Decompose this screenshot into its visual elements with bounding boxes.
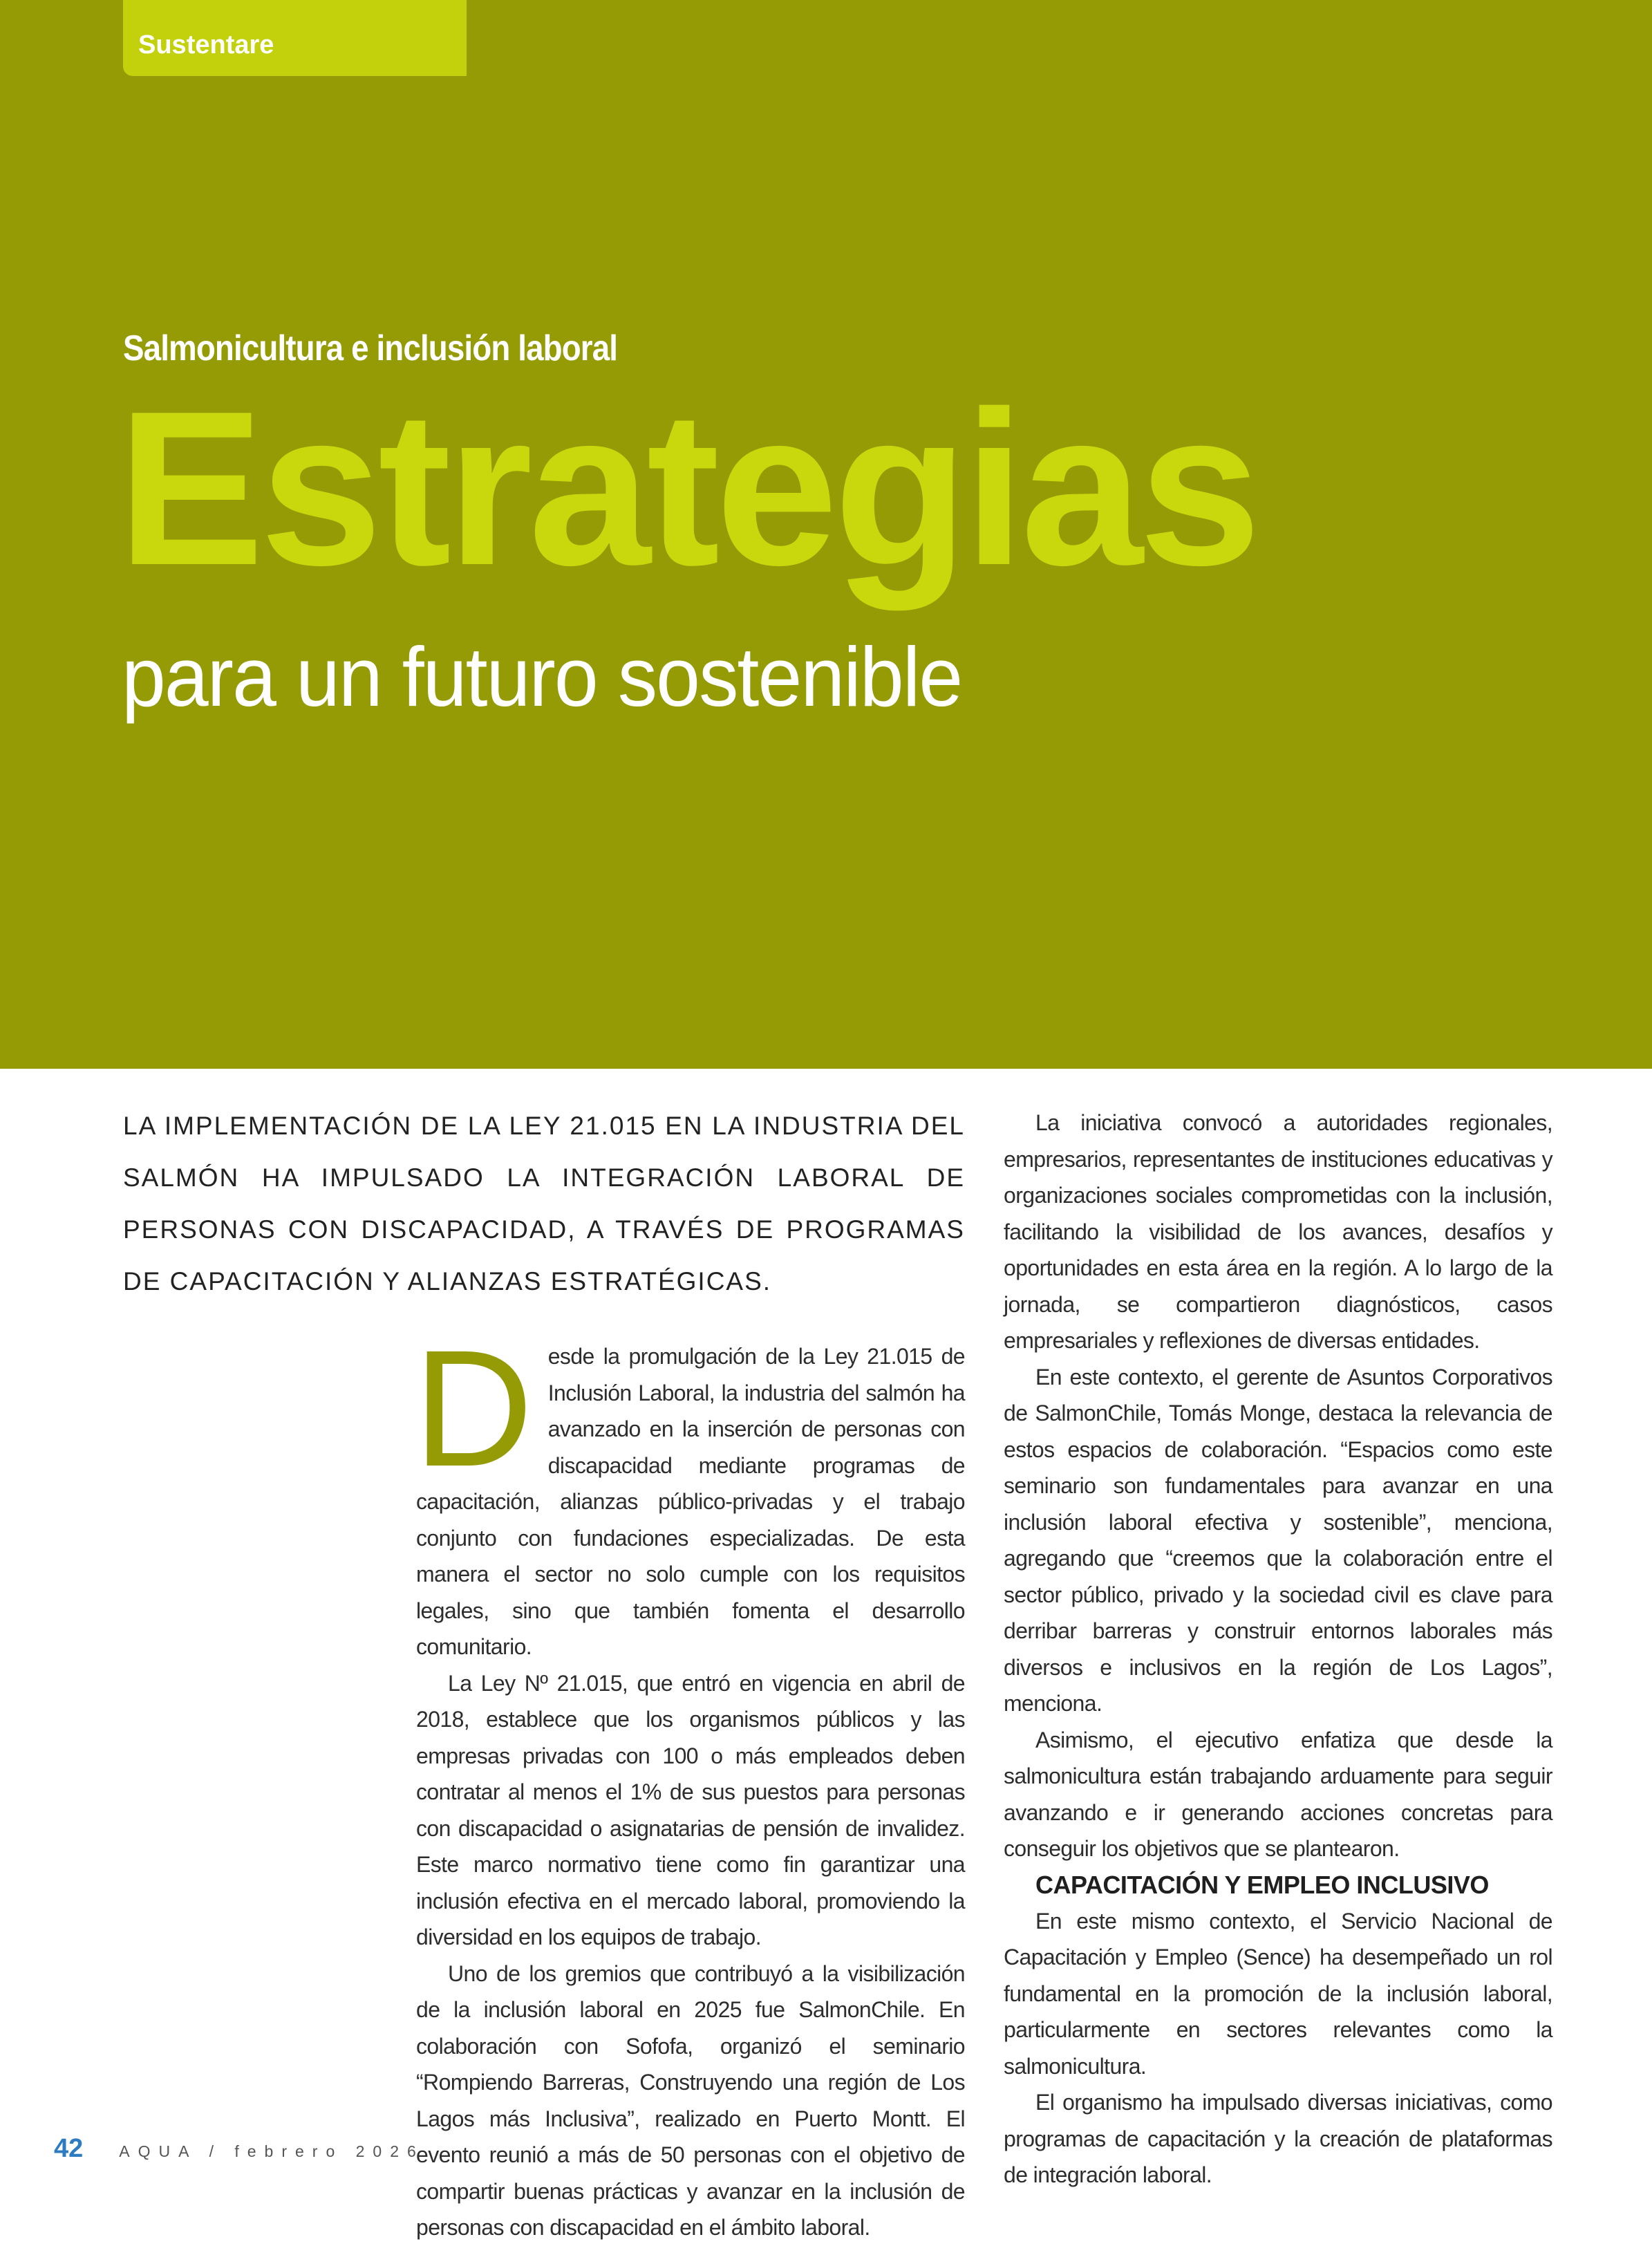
article-title: Estrategias (118, 366, 1257, 611)
body-paragraph: esde la promulgación de la Ley 21.015 de Inclusión Laboral, la industria del salmón ha avanzado en la inserción de personas con discapacidad mediante programas de capacitación, alianzas público-privadas y el trabajo conjunto con fundaciones especializadas. De esta manera el sector no solo cumple con los requisitos legales, sino que también fomenta el desarrollo comunitario. (416, 1344, 965, 1659)
publication-info: AQUA / febrero 2026 (119, 2142, 424, 2160)
body-paragraph: En este mismo contexto, el Servicio Nacional de Capacitación y Empleo (Sence) ha desempeñado un rol fundamental en la promoción de la inclusión laboral, particularmente en sectores relevantes como la salmonicultura. (1004, 1908, 1552, 2079)
page-number: 42 (54, 2134, 84, 2163)
body-paragraph: El organismo ha impulsado diversas iniciativas, como programas de capacitación y la creación de plataformas de integración laboral. (1004, 2090, 1552, 2187)
section-subheading: CAPACITACIÓN Y EMPLEO INCLUSIVO (1035, 1870, 1489, 1899)
body-column-left (413, 1316, 965, 2246)
lead-paragraph: LA IMPLEMENTACIÓN DE LA LEY 21.015 EN LA INDUSTRIA DEL SALMÓN HA IMPULSADO LA INTEGRACIÓN LABORAL DE PERSONAS CON DISCAPACIDAD, A TRAVÉS DE PROGRAMAS DE CAPACITACIÓN Y ALIANZAS ESTRATÉGICAS. (123, 1112, 965, 1295)
section-tab (123, 0, 467, 76)
body-paragraph: Uno de los gremios que contribuyó a la visibilización de la inclusión laboral en 2025 fue SalmonChile. En colaboración con Sofofa, organizó el seminario “Rompiendo Barreras, Construyendo una región de Los Lagos más Inclusiva”, realizado en Puerto Montt. El evento reunió a más de 50 personas con el objetivo de compartir buenas prácticas y avanzar en la inclusión de personas con discapacidad en el ámbito laboral. (416, 1960, 965, 2240)
hero-banner (0, 0, 1652, 1069)
article-subtitle: para un futuro sostenible (122, 630, 962, 724)
section-label: Sustentare (138, 30, 274, 59)
page-footer (54, 2134, 424, 2169)
body-paragraph: En este contexto, el gerente de Asuntos Corporativos de SalmonChile, Tomás Monge, destaca la relevancia de estos espacios de colaboración. “Espacios como este seminario son fundamentales para avanzar en una inclusión laboral efectiva y sostenible”, menciona, agregando que “creemos que la colaboración entre el sector público, privado y la sociedad civil es clave para derribar barreras y construir entornos laborales más diversos e inclusivos en la región de Los Lagos”, menciona. (1004, 1364, 1552, 1716)
body-column-right (1004, 1105, 1552, 2193)
drop-cap: D (413, 1316, 533, 1501)
body-paragraph: La Ley Nº 21.015, que entró en vigencia en abril de 2018, establece que los organismos públicos y las empresas privadas con 100 o más empleados deben contratar al menos el 1% de sus puestos para personas con discapacidad o asignatarias de pensión de invalidez. Este marco normativo tiene como fin garantizar una inclusión efectiva en el mercado laboral, promoviendo la diversidad en los equipos de trabajo. (416, 1670, 965, 1949)
body-paragraph: La iniciativa convocó a autoridades regionales, empresarios, representantes de instituciones educativas y organizaciones sociales comprometidas con la inclusión, facilitando la visibilidad de los avances, desafíos y oportunidades en esta área en la región. A lo largo de la jornada, se compartieron diagnósticos, casos empresariales y reflexiones de diversas entidades. (1004, 1110, 1552, 1353)
article-kicker: Salmonicultura e inclusión laboral (123, 328, 618, 368)
body-paragraph: Asimismo, el ejecutivo enfatiza que desde la salmonicultura están trabajando arduamente para seguir avanzando e ir generando acciones concretas para conseguir los objetivos que se plantearon. (1004, 1727, 1552, 1861)
